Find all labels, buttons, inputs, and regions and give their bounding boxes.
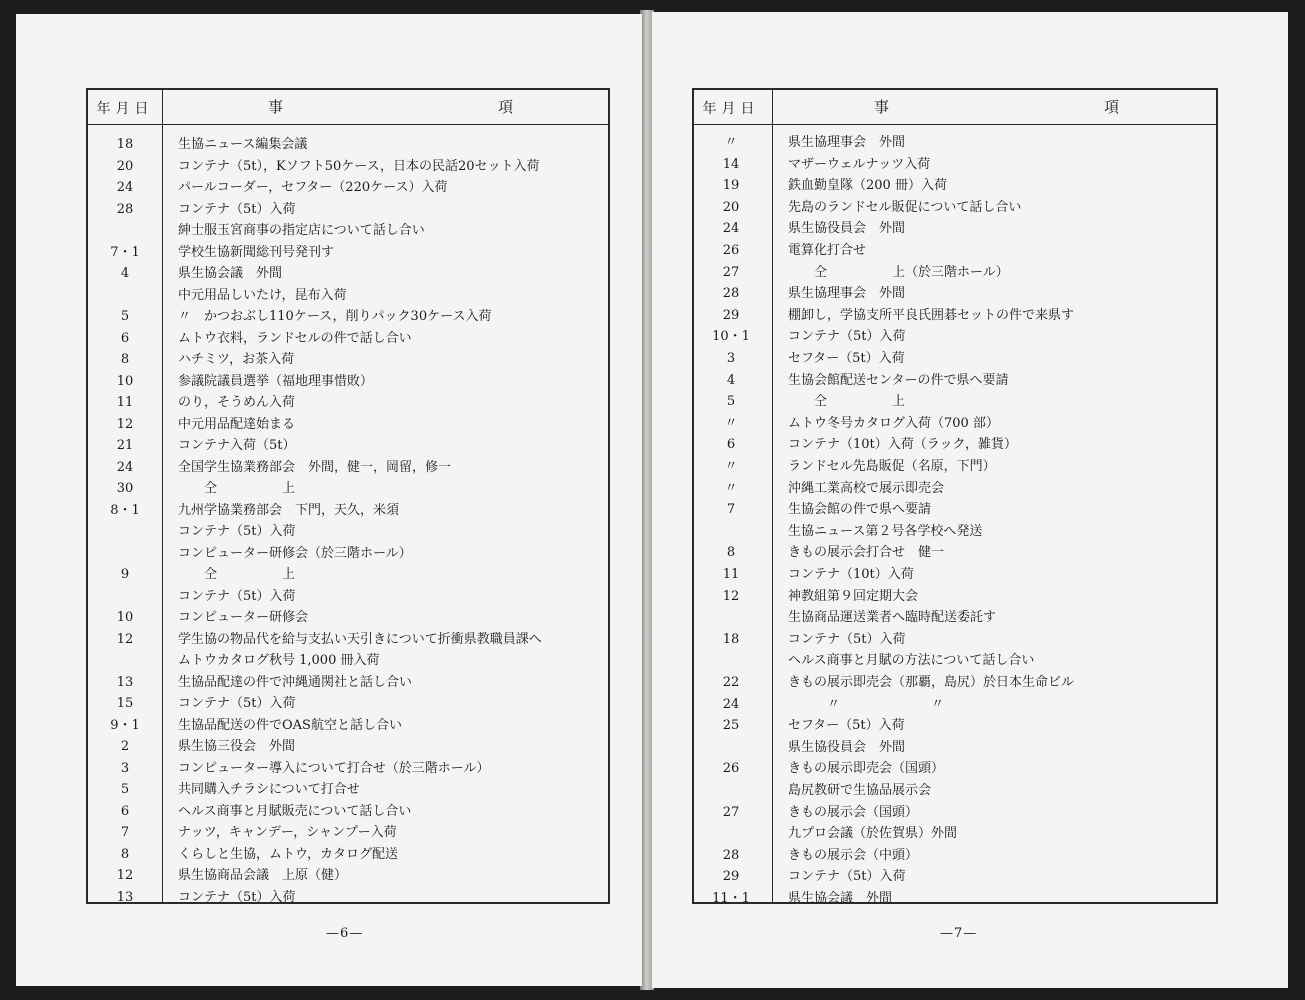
row-event: ヘルス商事と月賦販売について話し合い <box>178 803 412 819</box>
table-row <box>88 650 608 672</box>
row-date: 29 <box>722 307 740 323</box>
row-date: 8・1 <box>110 502 140 518</box>
row-event: ハチミツ，お茶入荷 <box>178 352 295 367</box>
row-date: 13 <box>116 889 134 905</box>
table-row <box>88 543 608 565</box>
row-date: 10 <box>116 373 134 389</box>
row-date: 28 <box>116 201 134 217</box>
table-row <box>88 607 608 629</box>
table-row <box>694 802 1216 824</box>
table-row <box>694 154 1216 176</box>
header-event-1: 事 <box>268 98 284 116</box>
row-event: 九州学協業務部会 下門，天久，米須 <box>178 502 400 518</box>
table-row <box>694 478 1216 500</box>
row-event: 生協ニュース編集会議 <box>178 137 308 152</box>
table-row <box>88 564 608 586</box>
row-date: 12 <box>116 416 134 432</box>
row-date: 12 <box>722 588 740 604</box>
table-row <box>88 779 608 801</box>
row-event: 参議院議員選挙（福地理事惜敗） <box>178 373 374 389</box>
row-event: 沖縄工業高校で展示即売会 <box>788 480 945 496</box>
row-date: 8 <box>726 545 736 561</box>
row-date: 13 <box>116 674 134 690</box>
header-event-2: 項 <box>1104 98 1120 116</box>
row-event: 〃 かつおぶし110ケース，削りパック30ケース入荷 <box>178 309 492 324</box>
row-date: 26 <box>722 761 740 777</box>
row-event: コンテナ（5t）入荷 <box>178 201 296 217</box>
table-row <box>88 328 608 350</box>
row-date: 6 <box>726 437 736 453</box>
row-date: 20 <box>116 158 134 174</box>
row-date: 15 <box>116 696 134 711</box>
row-date: 〃 <box>724 459 738 474</box>
row-date: 18 <box>722 631 740 647</box>
page-number: —7— <box>940 926 978 941</box>
table-row <box>694 175 1216 197</box>
table-row <box>88 672 608 694</box>
row-event: 生協会館の件で県へ要請 <box>788 502 932 518</box>
row-date: 25 <box>722 718 740 734</box>
row-event: 県生協会議 外間 <box>788 891 893 906</box>
row-event: コンテナ（5t）入荷 <box>178 696 296 711</box>
row-event: パールコーダー，セフター（220ケース）入荷 <box>178 180 448 195</box>
row-event: 電算化打合せ <box>788 243 867 258</box>
row-event: 神教組第９回定期大会 <box>788 588 919 604</box>
row-date: 3 <box>726 351 736 366</box>
row-event: コンテナ（5t）入荷 <box>178 588 296 604</box>
table-row <box>88 822 608 844</box>
row-event: マザーウェルナッツ入荷 <box>788 156 931 172</box>
row-event: 仝 上 <box>178 567 296 582</box>
row-date: 24 <box>116 459 134 475</box>
row-date: 10・1 <box>712 329 750 345</box>
table-row <box>694 305 1216 327</box>
row-date: 10 <box>116 610 134 625</box>
table-row <box>694 197 1216 219</box>
row-event: くらしと生協，ムトウ，カタログ配送 <box>178 846 398 862</box>
row-date: 12 <box>116 868 134 883</box>
row-event: 中元用品配達始まる <box>178 416 296 432</box>
table-row <box>88 586 608 608</box>
table-row <box>88 263 608 285</box>
row-date: 12 <box>116 631 134 647</box>
row-event: 県生協商品会議 上原（健） <box>178 868 348 883</box>
row-date: 24 <box>722 696 740 712</box>
table-row <box>88 715 608 737</box>
row-date: 3 <box>120 760 130 776</box>
row-event: 共同購入チラシについて打合せ <box>178 782 360 797</box>
row-date: 〃 <box>724 135 738 150</box>
table-row <box>694 499 1216 521</box>
row-date: 〃 <box>724 415 738 431</box>
table-row <box>694 629 1216 651</box>
row-event: ナッツ，キャンデー，シャンプー入荷 <box>178 825 397 840</box>
row-event: 〃 〃 <box>788 696 945 712</box>
header-date: 年月日 <box>96 101 154 117</box>
row-date: 〃 <box>724 480 738 496</box>
row-event: 仝 上 <box>178 481 296 496</box>
row-event: 生協品配送の件でOAS航空と話し合い <box>178 717 402 733</box>
row-date: 11・1 <box>712 891 750 906</box>
table-row <box>694 326 1216 348</box>
row-event: コンピューター研修会 <box>178 610 309 625</box>
row-date: 9・1 <box>110 717 140 733</box>
row-event: コンテナ（5t）入荷 <box>788 869 906 885</box>
row-event: 九プロ会議（於佐賀県）外間 <box>788 826 958 842</box>
row-event: 学生協の物品代を給与支払い天引きについて折衝県教職員課へ <box>178 631 542 647</box>
table-row <box>694 456 1216 478</box>
row-event: 先島のランドセル販促について話し合い <box>788 199 1022 215</box>
row-event: ヘルス商事と月賦の方法について話し合い <box>788 653 1035 669</box>
table-row <box>694 737 1216 759</box>
left-page <box>16 14 642 986</box>
table-row <box>694 283 1216 305</box>
row-date: 7・1 <box>110 244 140 260</box>
row-event: 県生協会議 外間 <box>178 266 283 281</box>
table-row <box>88 435 608 457</box>
table-row <box>88 693 608 715</box>
row-event: 中元用品しいたけ，昆布入荷 <box>178 287 347 303</box>
table-row <box>88 758 608 780</box>
table-row <box>694 888 1216 910</box>
row-event: 県生協役員会 外間 <box>788 221 906 237</box>
table-row <box>88 521 608 543</box>
table-row <box>88 736 608 758</box>
row-event: コンテナ（5t）入荷 <box>788 631 906 647</box>
row-event: コンテナ（10t）入荷（ラック，雑貨） <box>788 437 1017 453</box>
table-row <box>88 134 608 156</box>
row-event: コンテナ（5t）入荷 <box>178 524 296 539</box>
table-row <box>694 780 1216 802</box>
table-row <box>694 715 1216 737</box>
row-date: 28 <box>722 286 740 302</box>
table-row <box>694 348 1216 370</box>
event-log-table-right <box>692 88 1218 904</box>
row-date: 7 <box>120 825 130 840</box>
row-event: 学校生協新聞総刊号発刊す <box>178 244 335 260</box>
table-row <box>88 629 608 651</box>
table-row <box>694 218 1216 240</box>
table-row <box>88 478 608 500</box>
row-event: コンテナ（5t），Kソフト50ケース，日本の民話20セット入荷 <box>178 158 540 174</box>
row-date: 11 <box>116 395 134 410</box>
table-row <box>694 240 1216 262</box>
row-event: のり，そうめん入荷 <box>178 395 296 410</box>
row-date: 27 <box>722 264 740 280</box>
row-event: 県生協役員会 外間 <box>788 739 906 755</box>
row-event: コンテナ（10t）入荷 <box>788 567 914 582</box>
table-row <box>88 177 608 199</box>
header-date: 年月日 <box>702 101 760 117</box>
row-event: きもの展示会（中頭） <box>788 847 919 863</box>
table-row <box>694 694 1216 716</box>
row-event: ムトウ冬号カタログ入荷（700 部） <box>788 415 999 431</box>
row-date: 5 <box>120 782 130 797</box>
row-date: 2 <box>120 739 130 754</box>
table-row <box>88 392 608 414</box>
table-row <box>88 306 608 328</box>
row-event: セフター（5t）入荷 <box>788 351 905 366</box>
table-row <box>88 865 608 887</box>
table-header <box>88 90 608 125</box>
table-row <box>694 823 1216 845</box>
row-date: 30 <box>116 481 134 496</box>
row-date: 21 <box>116 438 134 453</box>
row-event: コンピューター研修会（於三階ホール） <box>178 545 412 561</box>
row-date: 5 <box>120 309 130 324</box>
event-log-table-left <box>86 88 610 904</box>
row-date: 8 <box>120 352 130 367</box>
header-event-2: 項 <box>498 98 514 116</box>
row-event: 鉄血勤皇隊（200 冊）入荷 <box>788 178 947 194</box>
row-event: 県生協理事会 外間 <box>788 286 906 302</box>
table-row <box>88 844 608 866</box>
row-event: セフター（5t）入荷 <box>788 718 905 734</box>
table-row <box>694 758 1216 780</box>
table-row <box>694 607 1216 629</box>
table-row <box>694 521 1216 543</box>
row-date: 11 <box>722 567 740 582</box>
row-date: 24 <box>722 221 740 237</box>
row-date: 4 <box>120 266 130 281</box>
row-event: 生協ニュース第２号各学校へ発送 <box>788 523 983 539</box>
table-row <box>88 220 608 242</box>
row-date: 29 <box>722 869 740 885</box>
table-row <box>88 156 608 178</box>
row-event: 生協商品運送業者へ臨時配送委託す <box>788 610 997 626</box>
table-row <box>88 457 608 479</box>
table-row <box>694 413 1216 435</box>
row-event: 紳士服玉宮商事の指定店について話し合い <box>178 223 425 238</box>
row-event: きもの展示即売会（国頭） <box>788 761 945 777</box>
row-date: 18 <box>116 137 134 152</box>
table-row <box>694 866 1216 888</box>
row-event: ムトウ衣料，ランドセルの件で話し合い <box>178 330 412 346</box>
row-date: 20 <box>722 199 740 215</box>
row-event: 県生協理事会 外間 <box>788 135 906 150</box>
table-row <box>694 370 1216 392</box>
table-row <box>694 564 1216 586</box>
row-date: 4 <box>726 372 736 388</box>
table-row <box>694 434 1216 456</box>
row-event: 仝 上（於三階ホール） <box>788 264 1009 280</box>
row-date: 14 <box>722 156 740 172</box>
row-date: 19 <box>722 178 740 194</box>
table-row <box>694 586 1216 608</box>
row-date: 27 <box>722 804 740 820</box>
row-date: 8 <box>120 846 130 862</box>
row-event: 生協会館配送センターの件で県へ要請 <box>788 372 1009 388</box>
row-date: 28 <box>722 847 740 863</box>
table-row <box>694 672 1216 694</box>
row-date: 6 <box>120 803 130 819</box>
header-event-1: 事 <box>874 98 890 116</box>
row-date: 6 <box>120 330 130 346</box>
table-row <box>694 262 1216 284</box>
table-row <box>694 391 1216 413</box>
table-row <box>88 801 608 823</box>
row-event: 島尻教研で生協品展示会 <box>788 783 932 798</box>
row-event: きもの展示即売会（那覇，島尻）於日本生命ビル <box>788 675 1075 690</box>
right-page <box>652 12 1288 988</box>
row-event: ランドセル先島販促（名原，下門） <box>788 459 996 474</box>
row-event: コンテナ（5t）入荷 <box>178 889 296 905</box>
table-row <box>694 542 1216 564</box>
table-row <box>88 414 608 436</box>
table-row <box>88 371 608 393</box>
table-row <box>88 242 608 264</box>
table-row <box>88 349 608 371</box>
row-event: ムトウカタログ秋号 1,000 冊入荷 <box>178 653 380 668</box>
row-event: コンテナ入荷（5t） <box>178 438 296 453</box>
page-number: —6— <box>326 926 364 941</box>
table-row <box>88 199 608 221</box>
row-event: きもの展示会（国頭） <box>788 804 919 820</box>
row-event: 全国学生協業務部会 外間，健一，岡留，修一 <box>178 459 452 475</box>
table-row <box>694 845 1216 867</box>
row-event: 県生協三役会 外間 <box>178 739 296 754</box>
row-event: 仝 上 <box>788 394 906 410</box>
row-date: 9 <box>120 567 130 582</box>
table-row <box>694 132 1216 154</box>
table-row <box>88 285 608 307</box>
table-row <box>88 887 608 909</box>
row-date: 7 <box>726 502 736 518</box>
table-row <box>88 500 608 522</box>
table-row <box>694 650 1216 672</box>
row-date: 24 <box>116 180 134 195</box>
row-event: 棚卸し，学協支所平良氏囲碁セットの件で来県す <box>788 307 1075 323</box>
row-date: 5 <box>726 394 736 410</box>
row-date: 26 <box>722 243 740 258</box>
row-event: きもの展示会打合せ 健一 <box>788 545 945 561</box>
row-event: 生協品配達の件で沖縄通関社と話し合い <box>178 674 413 690</box>
row-event: コンピューター導入について打合せ（於三階ホール） <box>178 760 490 776</box>
row-date: 22 <box>722 675 740 690</box>
row-event: コンテナ（5t）入荷 <box>788 329 906 345</box>
